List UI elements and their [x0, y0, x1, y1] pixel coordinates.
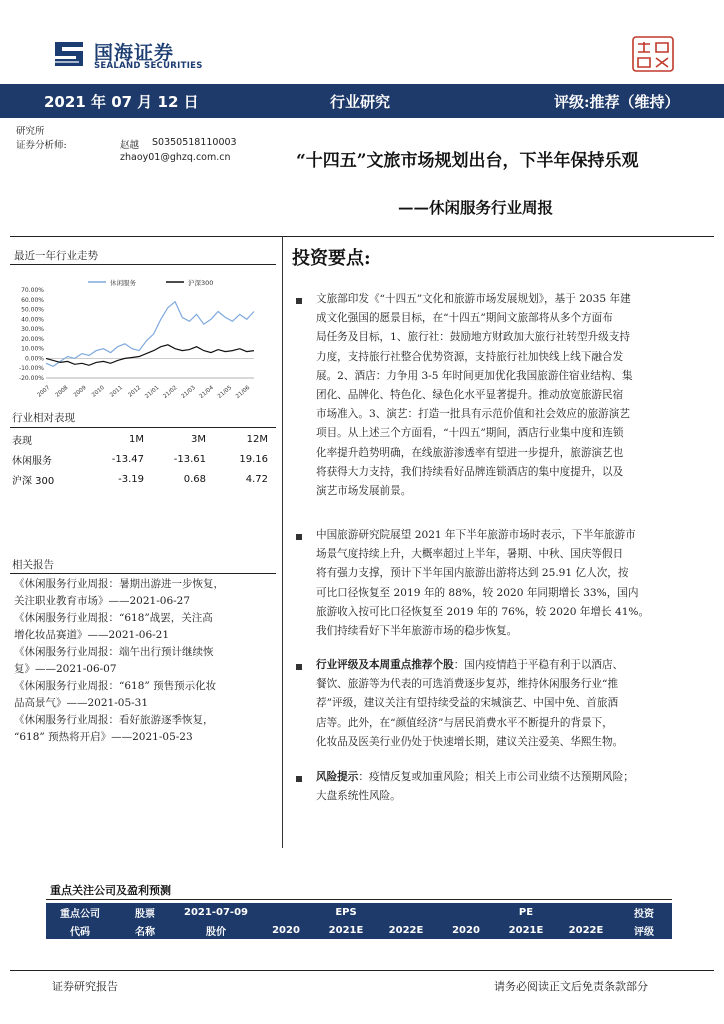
report-date: 2021 年 07 月 12 日 — [44, 93, 199, 111]
performance-cell: 4.72 — [245, 473, 268, 485]
forecast-head-eps: EPS — [335, 906, 357, 918]
point-1-line: 项目。从上述三个方面看，“十四五”期间，酒店行业集中度和连锁 — [316, 427, 624, 440]
y-tick-label: -10.00% — [18, 365, 44, 373]
industry-rating: 评级:推荐（维持） — [554, 93, 680, 111]
y-tick-label: 0.00% — [24, 355, 44, 363]
related-report-list — [14, 576, 278, 746]
y-tick-label: 60.00% — [21, 296, 44, 304]
related-divider — [10, 573, 276, 574]
point-3-line: 荐”评级，建议关注有望持续受益的宋城演艺、中国中免、首旅酒 — [316, 697, 619, 710]
point-3-line — [316, 656, 696, 675]
forecast-sub-name: 名称 — [135, 926, 155, 938]
analyst-role: 证券分析师: — [16, 140, 67, 151]
forecast-subheader-row — [46, 921, 672, 939]
y-tick-label: 40.00% — [21, 316, 44, 324]
point-1-line: 演艺市场发展前景。 — [316, 485, 412, 498]
performance-col-12m: 12M — [246, 433, 268, 445]
related-report-line[interactable]: 《休闲服务行业周报：看好旅游逐季恢复， — [14, 714, 214, 726]
performance-cell: -13.61 — [173, 453, 206, 465]
forecast-head-stock: 股票 — [135, 908, 155, 920]
x-tick-label: 21/06 — [235, 384, 252, 400]
y-tick-label: 30.00% — [21, 326, 44, 334]
trend-heading: 最近一年行业走势 — [14, 250, 98, 262]
related-report-line[interactable]: 《休闲服务行业周报：“618” 预售预示化妆 — [14, 680, 217, 692]
performance-table — [12, 429, 268, 489]
performance-heading: 行业相对表现 — [12, 412, 75, 424]
x-tick-label: 2008 — [54, 384, 70, 399]
point-3-line: 餐饮、旅游等为代表的可选消费逐步复苏，维持休闲服务行业“推 — [316, 678, 619, 691]
point-1-line: 文旅部印发《“十四五”文化和旅游市场发展规划》，基于 2035 年建 — [316, 293, 631, 305]
report-title: “十四五”文旅市场规划出台，下半年保持乐观 — [296, 151, 639, 171]
y-tick-label: -20.00% — [18, 375, 44, 382]
point-2-line: 可比口径恢复至 2019 年的 88%，较 2020 年同期增长 33%，国内 — [316, 586, 639, 599]
performance-col-label: 表现 — [12, 435, 32, 447]
y-tick-label: 20.00% — [21, 335, 44, 343]
point-4-lead: 风险提示 — [316, 771, 359, 783]
point-4-line — [316, 768, 696, 787]
performance-cell: 19.16 — [239, 453, 268, 465]
point-3-lead: 行业评级及本周重点推荐个股 — [316, 659, 454, 671]
related-report-line[interactable]: 关注职业教育市场》——2021-06-27 — [14, 595, 191, 607]
bullet-icon — [296, 664, 302, 670]
related-report-line[interactable]: 增化妆品赛道》——2021-06-21 — [14, 629, 170, 641]
bullet-icon — [296, 534, 302, 540]
x-tick-label: 21/04 — [198, 384, 215, 400]
analyst-org: 研究所 — [16, 126, 45, 137]
performance-cell: 0.68 — [183, 473, 206, 485]
point-4-first: ：疫情反复或加重风险；相关上市公司业绩不达预期风险； — [358, 771, 634, 783]
table-row — [12, 449, 268, 469]
footer-left: 证券研究报告 — [52, 980, 118, 993]
forecast-sub-year: 2020 — [452, 924, 480, 936]
research-seal-icon — [632, 36, 674, 72]
performance-col-3m: 3M — [191, 433, 206, 445]
performance-col-1m: 1M — [129, 433, 144, 445]
point-2 — [316, 526, 696, 641]
points-heading: 投资要点: — [292, 248, 371, 269]
performance-row-label: 休闲服务 — [12, 455, 52, 467]
brand-name-en: SEALAND SECURITIES — [94, 61, 203, 71]
point-2-line: 场景气度持续上升，大概率超过上半年，暑期、中秋、国庆等假日 — [316, 548, 624, 561]
y-tick-label: 10.00% — [21, 345, 44, 353]
forecast-sub-year: 2021E — [508, 924, 544, 936]
related-report-line[interactable]: 《休闲服务行业周报：“618”战罢，关注高 — [14, 612, 213, 624]
sealand-logo-icon — [52, 38, 86, 70]
report-subtitle: ——休闲服务行业周报 — [398, 198, 554, 217]
trend-divider — [10, 264, 276, 265]
bullet-icon — [296, 776, 302, 782]
point-4 — [316, 768, 696, 806]
forecast-head-pe: PE — [518, 906, 534, 918]
forecast-sub-year: 2020 — [272, 924, 300, 936]
point-2-line: 我们持续看好下半年旅游市场的稳步恢复。 — [316, 625, 518, 638]
point-2-line: 中国旅游研究院展望 2021 年下半年旅游市场时表示，下半年旅游市 — [316, 529, 636, 541]
title-divider — [10, 236, 714, 237]
performance-row-label: 沪深 300 — [12, 475, 55, 487]
x-tick-label: 2012 — [127, 384, 143, 399]
legend-label: 休闲服务 — [110, 279, 136, 287]
related-report-line[interactable]: “618” 预热将开启》——2021-05-23 — [14, 731, 193, 743]
forecast-sub-price: 股价 — [206, 926, 226, 938]
y-tick-label: 50.00% — [21, 306, 44, 314]
point-1-line: 化率提升趋势明确，在线旅游渗透率有望进一步提升，旅游演艺也 — [316, 446, 624, 459]
forecast-table — [46, 903, 672, 939]
analyst-license: S0350518110003 — [152, 137, 237, 148]
point-1-line: 力度，支持旅行社整合优势资源，支持旅行社加快线上线下融合发 — [316, 350, 624, 363]
analyst-name: 赵越 — [120, 140, 140, 151]
forecast-divider — [46, 899, 672, 900]
point-1-line: 展。2、酒店：力争用 3-5 年时间更加优化我国旅游住宿业结构、集 — [316, 369, 633, 382]
forecast-sub-year: 2022E — [568, 924, 604, 936]
forecast-head-rating: 投资 — [634, 908, 654, 920]
x-tick-label: 21/03 — [180, 384, 197, 400]
point-1-line: 成文化强国的愿景目标，在“十四五”期间文旅部将从多个方面布 — [316, 312, 613, 325]
point-1-line: 市场准入。3、演艺：打造一批具有示范价值和社会效应的旅游演艺 — [316, 408, 630, 421]
related-report-line[interactable]: 品高景气》——2021-05-31 — [14, 697, 149, 709]
point-1-line: 局任务及目标，1、旅行社：鼓励地方财政加大旅行社转型升级支持 — [316, 331, 630, 344]
x-tick-label: 21/01 — [144, 384, 161, 400]
analyst-email[interactable]: zhaoy01@ghzq.com.cn — [120, 152, 231, 163]
footer-divider — [10, 970, 714, 971]
forecast-sub-code: 代码 — [70, 926, 90, 938]
forecast-sub-year: 2021E — [328, 924, 364, 936]
performance-header-row — [12, 429, 268, 449]
performance-cell: -13.47 — [111, 453, 144, 465]
x-tick-label: 2011 — [109, 384, 125, 399]
legend-label: 沪深300 — [188, 279, 214, 287]
series-line-hs300 — [46, 345, 254, 366]
bullet-icon — [296, 298, 302, 304]
x-tick-label: 2009 — [72, 384, 88, 399]
point-3-line: 店等。此外，在“颜值经济”与居民消费水平不断提升的背景下， — [316, 716, 613, 729]
related-report-line[interactable]: 《休闲服务行业周报：端午出行预计继续恢 — [14, 646, 214, 658]
forecast-head-date: 2021-07-09 — [184, 906, 248, 918]
related-report-line[interactable]: 《休闲服务行业周报：暑期出游进一步恢复， — [14, 578, 224, 590]
x-tick-label: 21/05 — [216, 384, 234, 400]
report-category: 行业研究 — [330, 93, 391, 111]
point-2-line: 将有强力支撑，预计下半年国内旅游出游将达到 25.91 亿人次，按 — [316, 567, 629, 580]
point-1-line: 团化、品牌化、特色化、绿色化水平显著提升。推动放宽旅游民宿 — [316, 389, 624, 402]
x-tick-label: 21/02 — [162, 384, 179, 400]
performance-cell: -3.19 — [118, 473, 144, 485]
table-row — [12, 469, 268, 489]
series-line-leisure — [46, 302, 254, 367]
forecast-sub-year: 2022E — [388, 924, 424, 936]
point-1-line: 将获得大力支持，我们持续看好品牌连锁酒店的集中度提升，以及 — [316, 465, 624, 478]
performance-divider — [10, 427, 276, 428]
point-3-line: 化妆品及医美行业仍处于快速增长期，建议关注爱美、华熙生物。 — [316, 735, 624, 748]
y-tick-label: 70.00% — [21, 287, 44, 294]
point-4-line: 大盘系统性风险。 — [316, 790, 401, 803]
point-3 — [316, 656, 696, 752]
point-1 — [316, 290, 696, 501]
column-divider — [282, 236, 283, 848]
footer-right: 请务必阅读正文后免责条款部分 — [494, 980, 648, 993]
forecast-sub-rating: 评级 — [634, 926, 654, 938]
forecast-head-company: 重点公司 — [60, 908, 100, 920]
related-report-line[interactable]: 复》——2021-06-07 — [14, 663, 117, 675]
forecast-header-row — [46, 903, 672, 921]
forecast-heading: 重点关注公司及盈利预测 — [50, 884, 171, 897]
related-reports-heading: 相关报告 — [12, 559, 54, 571]
trend-chart — [10, 270, 276, 400]
x-tick-label: 2010 — [91, 384, 106, 399]
point-3-first: ：国内疫情趋于平稳有利于以酒店、 — [453, 659, 624, 671]
brand-name-cn: 国海证券 — [94, 42, 175, 64]
point-2-line: 旅游收入按可比口径恢复至 2019 年的 76%，较 2020 年增长 41%。 — [316, 605, 650, 618]
x-tick-label: 2007 — [36, 384, 52, 399]
